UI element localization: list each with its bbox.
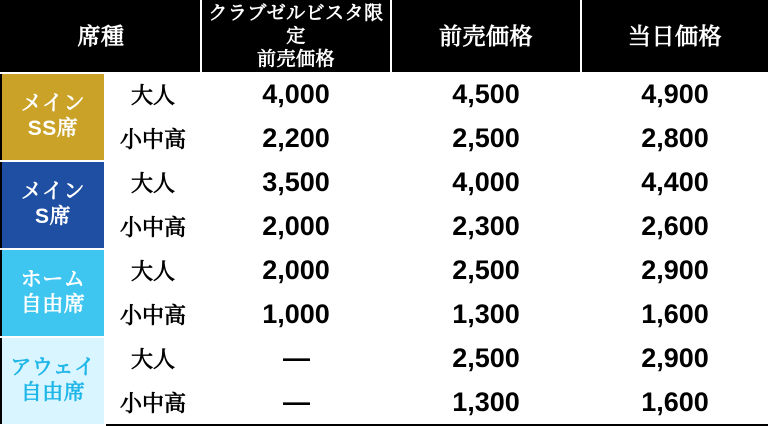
price-club-advance: 2,200 [201,117,391,161]
table-header-row [1,1,768,73]
header-seat-type: 席種 [1,1,201,73]
table-row [1,161,768,205]
price-advance: 2,500 [391,249,581,293]
price-advance: 2,300 [391,205,581,249]
seat-type-line1: ホーム [20,268,86,292]
price-club-advance: 4,000 [201,73,391,117]
price-sameday: 2,800 [581,117,768,161]
seat-type-line2: S席 [34,204,71,228]
table-row [1,73,768,117]
price-club-advance: — [201,337,391,381]
price-sameday: 1,600 [581,381,768,425]
price-club-advance: 1,000 [201,293,391,337]
header-club-advance-line1: クラブゼルビスタ限定 [208,3,384,48]
price-club-advance: 2,000 [201,205,391,249]
price-club-advance: 3,500 [201,161,391,205]
age-category: 小中高 [105,381,201,425]
table-row [1,337,768,381]
table-row [1,117,768,161]
age-category: 大人 [105,161,201,205]
seat-type-line2: 自由席 [20,292,86,316]
age-category: 小中高 [105,117,201,161]
header-sameday-price: 当日価格 [581,1,768,73]
price-sameday: 2,600 [581,205,768,249]
table-row [1,205,768,249]
seat-type-home-unreserved [1,249,105,337]
seat-type-away-unreserved [1,337,105,425]
table-row [1,249,768,293]
seat-type-line1: アウェイ [10,356,96,380]
seat-type-line1: メイン [20,92,86,116]
age-category: 大人 [105,337,201,381]
age-category: 大人 [105,73,201,117]
age-category: 大人 [105,249,201,293]
price-advance: 1,300 [391,293,581,337]
header-club-advance-line2: 前売価格 [256,49,335,71]
price-sameday: 4,400 [581,161,768,205]
seat-type-line2: SS席 [27,116,79,140]
seat-type-main-s [1,161,105,249]
header-advance-price: 前売価格 [391,1,581,73]
price-advance: 2,500 [391,117,581,161]
table-row [1,293,768,337]
price-advance: 4,000 [391,161,581,205]
price-sameday: 4,900 [581,73,768,117]
price-advance: 1,300 [391,381,581,425]
price-sameday: 2,900 [581,249,768,293]
age-category: 小中高 [105,205,201,249]
header-club-advance-price [201,1,391,73]
price-club-advance: 2,000 [201,249,391,293]
price-advance: 2,500 [391,337,581,381]
price-advance: 4,500 [391,73,581,117]
table-row [1,381,768,425]
seat-type-line2: 自由席 [20,380,86,404]
price-club-advance: — [201,381,391,425]
seat-type-main-ss [1,73,105,161]
age-category: 小中高 [105,293,201,337]
price-sameday: 2,900 [581,337,768,381]
price-sameday: 1,600 [581,293,768,337]
seat-type-line1: メイン [20,180,86,204]
